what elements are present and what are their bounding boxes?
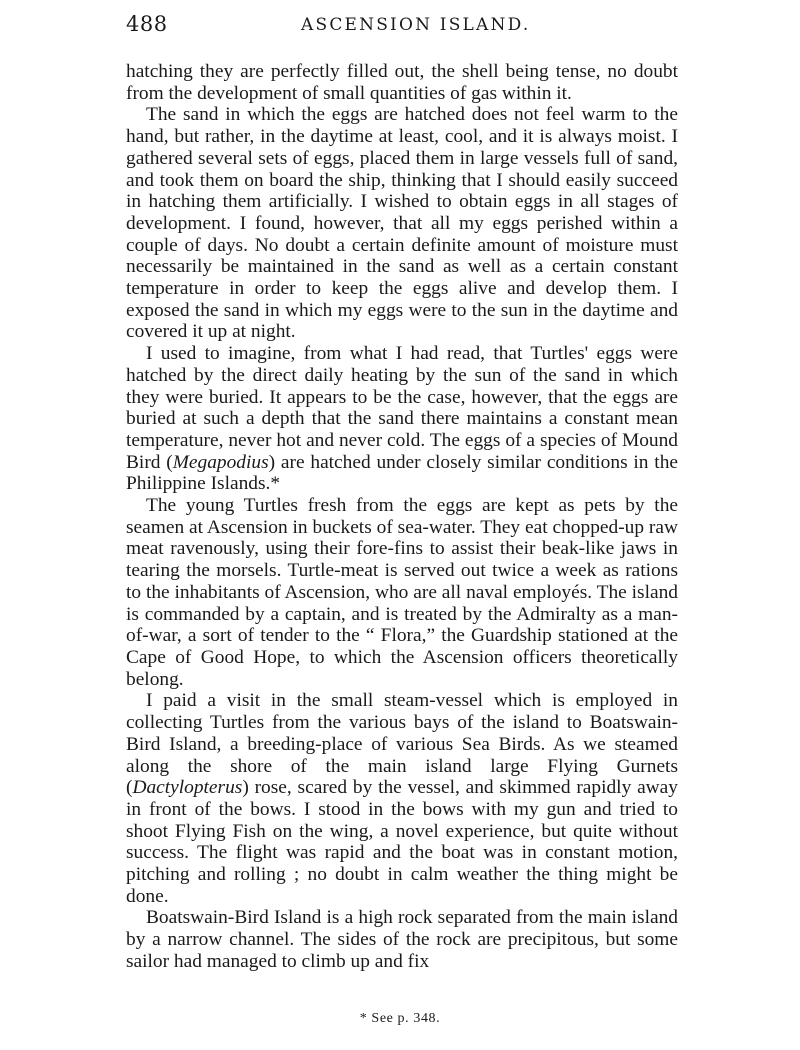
paragraph-text: Boatswain-Bird Island is a high rock separated from the main island by a narrow channel. The sides of the rock are precipitous, but some sailor had managed to climb up and fix bbox=[126, 907, 678, 972]
paragraph-text: hatching they are perfectly filled out, the shell being tense, no doubt from the development of small quantities of gas within it. bbox=[126, 61, 678, 104]
page-number: 488 bbox=[126, 12, 168, 36]
paragraph-steam-vessel bbox=[126, 690, 678, 907]
paragraph-text: I paid a visit in the small steam-vessel which is employed in collecting Turtles from the various bays of the island to Boatswain-Bird Island, a breeding-place of various Sea Birds. As we steamed along the shore of the main island large Flying Gurnets ( bbox=[126, 690, 678, 799]
paragraph-text: ) are hatched under closely similar conditions in the Philippine Islands.* bbox=[126, 451, 678, 495]
species-name: Megapodius bbox=[172, 451, 269, 473]
paragraph-turtle-eggs bbox=[126, 343, 678, 495]
paragraph-text: The young Turtles fresh from the eggs are kept as pets by the seamen at Ascension in buckets of sea-water. They eat chopped-up raw meat ravenously, using their fore-fins to assist their beak-like jaws in tearing the morsels. Turtle-meat is served out twice a week as rations to the inhabitants of Ascension, who are all naval employés. The island is commanded by a captain, and is treated by the Admiralty as a man-of-war, a sort of tender to the “ Flora,” the Guardship stationed at the Cape of Good Hope, to which the Ascension officers theoretically belong. bbox=[126, 495, 678, 690]
paragraph-text: I used to imagine, from what I had read, that Turtles' eggs were hatched by the direct daily heating by the sun of the sand in which they were buried. It appears to be the case, however, that the eggs are buried at such a depth that the sand there maintains a constant mean temperature, never hot and never cold. The eggs of a species of Mound Bird ( bbox=[126, 343, 678, 473]
paragraph-sand bbox=[126, 104, 678, 343]
footnote: * See p. 348. bbox=[359, 1011, 441, 1026]
running-head bbox=[126, 12, 678, 42]
paragraph-text: The sand in which the eggs are hatched does not feel warm to the hand, but rather, in the daytime at least, cool, and it is always moist. I gathered several sets of eggs, placed them in large vessels full of sand, and took them on board the ship, thinking that I should easily succeed in hatching them artificially. I wished to obtain eggs in all stages of development. I found, however, that all my eggs perished within a couple of days. No doubt a certain definite amount of moisture must necessarily be maintained in the sand as well as a certain constant temperature in order to keep the eggs alive and develop them. I exposed the sand in which my eggs were to the sun in the daytime and covered it up at night. bbox=[126, 104, 678, 343]
body-text bbox=[126, 61, 678, 973]
paragraph-young-turtles bbox=[126, 495, 678, 690]
paragraph-text: ) rose, scared by the vessel, and skimmed rapidly away in front of the bows. I stood in the bows with my gun and tried to shoot Flying Fish on the wing, a novel experience, but quite without success. The flight was rapid and the boat was in constant motion, pitching and rolling ; no doubt in calm weather the thing might be done. bbox=[126, 777, 678, 907]
paragraph-continued bbox=[126, 61, 678, 104]
paragraph-boatswain-bird-island bbox=[126, 907, 678, 972]
running-title: ASCENSION ISLAND. bbox=[301, 15, 531, 35]
species-name: Dactylopterus bbox=[132, 777, 243, 799]
